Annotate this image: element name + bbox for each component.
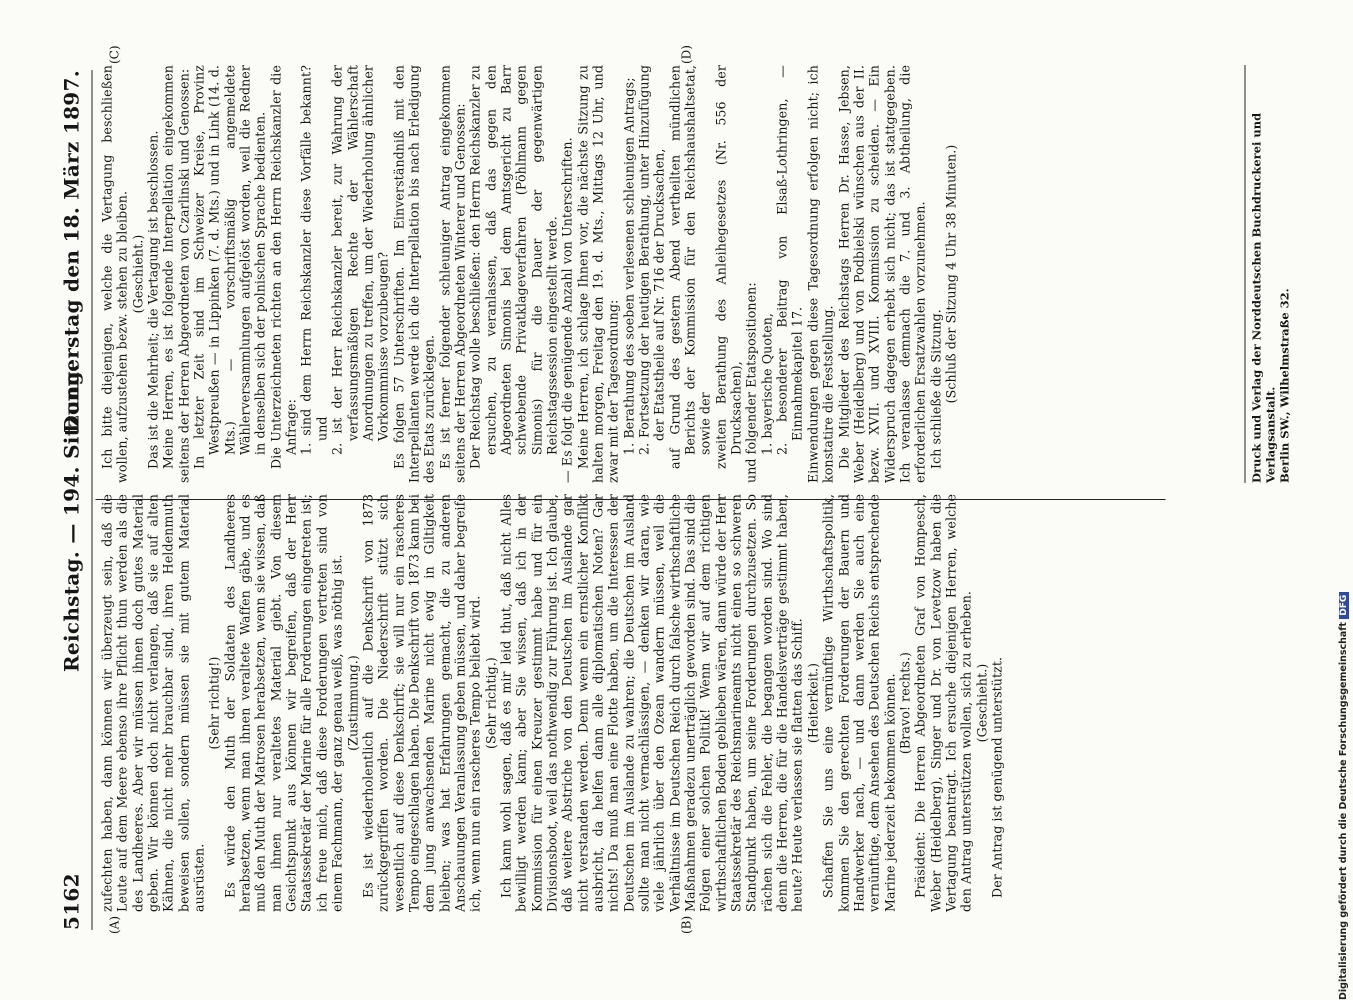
paragraph: Meine Herren, ich schlage Ihnen vor, die nächste Sitzung zu halten morgen, Freitag den 19. d. Mts., Mittags 12 Uhr, und zwar mit der Tagesordnung:: [575, 65, 621, 483]
interjection: (Geschieht.): [974, 663, 990, 743]
interpellation-text: Die Unterzeichneten richten an den Herrn Reichskanzler die Anfrage:: [268, 65, 299, 469]
interjection: (Bravo! rechts.): [897, 651, 913, 755]
paragraph: Es ist ferner folgender schleuniger Antrag eingekommen seitens der Herren Abgeordneten Winterer und Genossen:: [437, 65, 468, 483]
printer-imprint: [1245, 65, 1292, 483]
paragraph: Es folgen 57 Unterschriften. Im Einverständniß mit den Interpellanten werde ich die Interpellation bis nach Erledigung des Etats zurücklegen.: [391, 65, 437, 483]
paragraph: Meine Herren, es ist folgende Interpellation eingekommen seitens der Herren Abgeordneten von Czarlinski und Genossen:: [160, 65, 192, 483]
agenda-item: 1. Berathung des soeben verlesenen schleunigen Antrags;: [621, 77, 637, 455]
printer-line-1: Druck und Verlag der Norddeutschen Buchdruckerei und Verlagsanstalt.: [1249, 112, 1278, 483]
interpellation-text: In letzter Zeit sind im Schweizer Kreise, Provinz Westpreußen — in Lippinken (7. d. Mts.) und in Link (14. d. Mts.) — vorschriftsmäßig angemeldete Wählerversammlungen aufgelöst worden, weil die Redner in denselben sich der polnischen Sprache bedienten.: [191, 65, 268, 469]
page-date: Donnerstag den 18. März 1897.: [59, 70, 84, 433]
paragraph: Der Antrag ist genügend unterstützt.: [989, 656, 1005, 898]
agenda-item: 2. besonderer Beitrag von Elsaß-Lothringen, — Einnahmekapitel 17.: [774, 65, 805, 455]
agenda-item: 1. bayerische Quoten,: [759, 312, 775, 455]
page-title: Reichstag. — 194. Sitzung.: [59, 363, 84, 672]
page-number: 5162: [59, 873, 84, 930]
margin-marker-a: (A): [107, 915, 122, 934]
dfg-logo: DFG: [1339, 592, 1349, 619]
paragraph: — Es folgt die genügende Anzahl von Unterschriften.: [559, 137, 575, 483]
margin-marker-d: (D): [679, 45, 694, 64]
interjection: (Heiterkeit.): [805, 662, 821, 744]
agenda-text: auf Grund des gestern Abend vertheilten mündlichen Berichts der Kommission für den Reichshaushaltsetat, sowie der: [667, 65, 713, 469]
margin-marker-b: (B): [679, 915, 694, 934]
paragraph: Ich bitte diejenigen, welche die Vertagung beschließen wollen, aufzustehen bezw. stehen zu bleiben.: [99, 65, 130, 483]
paragraph: Einwendungen gegen diese Tagesordnung erfolgen nicht; ich konstatire die Feststellung.: [805, 65, 836, 483]
paragraph: Die Mitglieder des Reichstags Herren Dr. Hasse, Jebsen, Weber (Heidelberg) und von Podbielski wünschen aus der II. bezw. XVII. und XVIII. Kommission zu scheiden. — Ein Widerspruch dagegen erhebt sich nicht; das ist stattgegeben. Ich veranlasse demnach die 7. und 3. Abtheilung, die erforderlichen Ersatzwahlen vorzunehmen.: [836, 65, 928, 483]
page-header: [60, 70, 90, 930]
paragraph: zufechten haben, dann können wir überzeugt sein, daß die Leute auf dem Meere ebenso ihre Pflicht thun werden als die des Landheeres. Aber wir müssen ihnen doch gutes Material geben. Wir können doch nicht verlangen, daß sie auf alten Kähnen, die nicht mehr brauchbar sind, ihren Heldenmuth beweisen sollen, sondern müssen sie mit gutem Material ausrüsten.: [99, 494, 207, 912]
printer-line-2: Berlin SW., Wilhelmstraße 32.: [1277, 288, 1292, 483]
interpellation-item: 2. ist der Herr Reichskanzler bereit, zur Wahrung der verfassungsmäßigen Rechte der Wählerschaft Anordnungen zu treffen, um der Wiederholung ähnlicher Vorkommnisse vorzubeugen?: [329, 65, 391, 455]
interjection: (Geschieht.): [130, 234, 146, 314]
margin-marker-c: (C): [107, 45, 122, 64]
paragraph: Das ist die Mehrheit; die Vertagung ist beschlossen.: [145, 130, 161, 469]
paragraph: Ich kann wohl sagen, daß es mir leid thut, daß nicht Alles bewilligt werden kann; aber Sie wissen, daß ich in der Kommission für einen Kreuzer gestimmt habe und für ein Divisionsboot, weil das nothwendig zur Führung ist. Ich glaube, daß weitere Abstriche von den Deutschen im Auslande gar nicht verstanden werden. Denn wenn ein ernstlicher Konflikt ausbricht, da helfen dann alle diplomatischen Noten? Gar nichts! Da muß man eine Flotte haben, um die Interessen der Deutschen im Auslande zu wahren; die Deutschen im Ausland sollte man nicht vernachlässigen, — denken wir daran, wie viele jährlich über den Ozean wandern müssen, weil die Verhältnisse im Deutschen Reich durch falsche wirthschaftliche Maßnahmen geradezu unerträglich geworden sind. Das sind die Folgen einer solchen Politik! Wenn wir auf dem richtigen wirthschaftlichen Boden geblieben wären, dann würde der Herr Staatssekretär des Reichsmarineamts nicht einen so schweren Standpunkt haben, um seine Forderungen durchzusetzen. So rächen sich die Fehler, die begangen worden sind. Wo sind denn die Herren, die für die Handelsverträge gestimmt haben, heute? Heute verlassen sie flatten das Schiff.: [498, 494, 805, 912]
right-column: [100, 65, 959, 483]
interjection: (Sehr richtig!): [206, 656, 222, 750]
paragraph: und folgender Etatspositionen:: [743, 282, 759, 483]
left-column: [100, 494, 1005, 912]
session-close: (Schluß der Sitzung 4 Uhr 38 Minuten.): [943, 144, 959, 404]
agenda-item: 2. Fortsetzung der heutigen Berathung, unter Hinzufügung der Etatstheile auf Nr. 716 der Drucksachen,: [636, 65, 667, 455]
agenda-text: zweiten Berathung des Anleihegesetzes (Nr. 556 der Drucksachen),: [713, 65, 744, 469]
interjection: (Sehr richtig.): [483, 657, 499, 749]
paragraph: Ich schließe die Sitzung.: [928, 309, 944, 469]
paragraph: Es ist wiederholentlich auf die Denkschrift von 1873 zurückgegriffen worden. Die Niederschrift stützt sich wesentlich auf diese Denkschrift; sie will nur ein rascheres Tempo eingeschlagen haben. Die Denkschrift von 1873 kann bei dem jung anwachsenden Marine nicht ewig in Giltigkeit bleiben; was hat Erfahrungen gemacht, die zu anderen Anschauungen Veranlassung geben müssen, und daher begreife ich, wenn nun ein rascheres Tempo beliebt wird.: [360, 494, 483, 912]
digitization-text: Digitalisierung gefördert durch die Deutsche Forschungsgemeinschaft: [1338, 622, 1349, 1000]
paragraph: Schaffen Sie uns eine vernünftige Wirthschaftspolitik, kommen Sie den gerechten Forderungen der Bauern und Handwerker nach, — und dann werden Sie auch eine vernünftige, dem Ansehen des Deutschen Reichs entsprechende Marine jederzeit bekommen können.: [820, 494, 898, 912]
digitization-credit: [1338, 10, 1349, 1000]
interjection: (Zustimmung.): [345, 655, 360, 751]
paragraph: Präsident: Die Herren Abgeordneten Graf von Hompesch, Weber (Heidelberg), Singer und Dr. von Levetzow haben die Vertagung beantragt. Ich ersuche diejenigen Herren, welche den Antrag unterstützen wollen, sich zu erheben.: [912, 494, 974, 912]
interpellation-item: 1. sind dem Herrn Reichskanzler diese Vorfälle bekannt? und: [298, 65, 330, 455]
motion-text: Der Reichstag wolle beschließen: den Herrn Reichskanzler zu ersuchen, zu veranlassen, daß das gegen den Abgeordneten Simonis bei dem Amtsgericht zu Barr schwebende Privatklageverfahren (Pöhlmann gegen Simonis) für die Dauer der gegenwärtigen Reichstagssession eingestellt werde.: [467, 65, 560, 469]
paragraph: Es würde den Muth der Soldaten des Landheeres herabsetzen, wenn man ihnen veraltete Waffen gäbe, und es muß den Muth der Matrosen herabsetzen, wenn sie wissen, daß man ihnen nur veraltetes Material giebt. Von diesem Gesichtspunkt aus können wir begreifen, daß der Herr Staatssekretär der Marine für alle Forderungen eingetreten ist; ich freue mich, daß diese Forderungen vertreten sind von einem Fachmann, der ganz genau weiß, was nöthig ist.: [222, 494, 345, 912]
header-rule: [92, 70, 93, 930]
